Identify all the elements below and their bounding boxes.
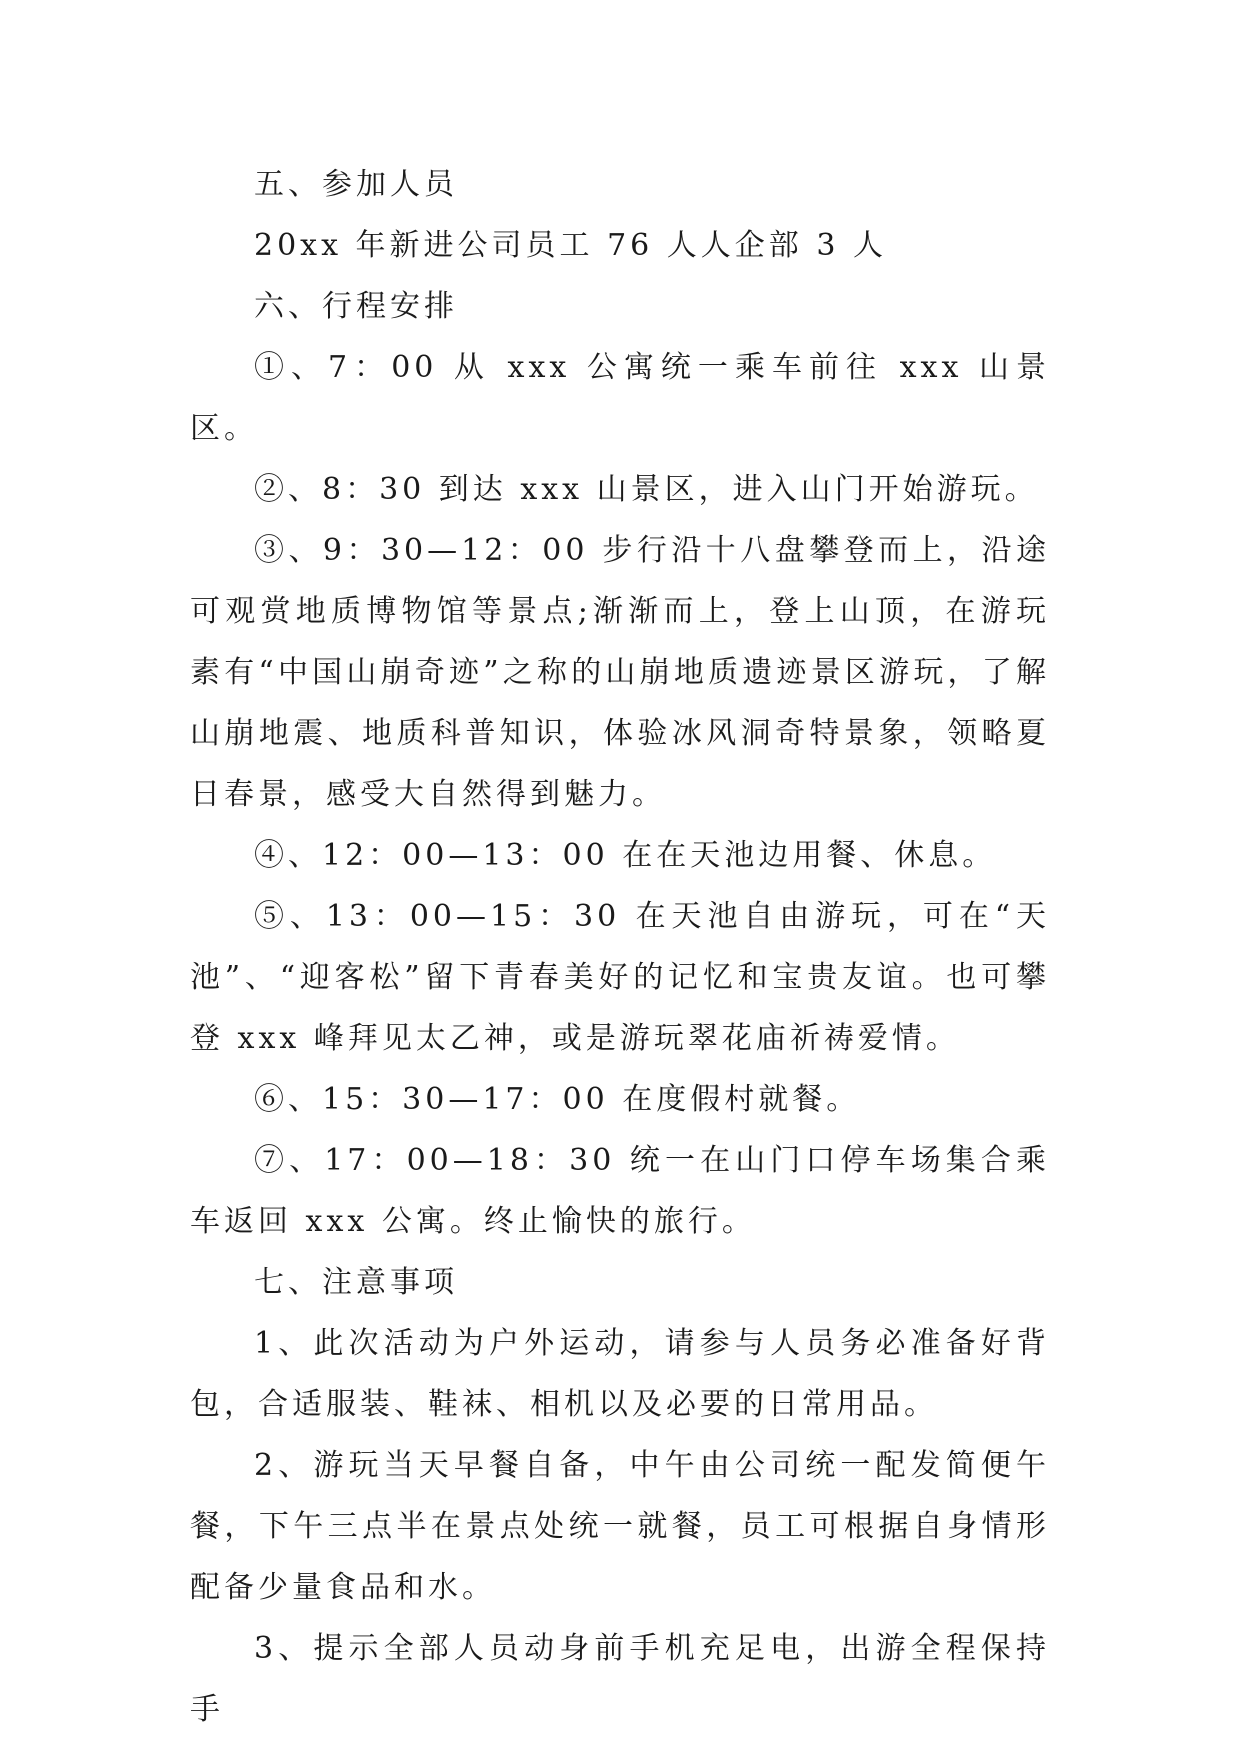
note-item-3: 3、提示全部人员动身前手机充足电，出游全程保持手 [190,1631,1050,1727]
note-item-1: 1、此次活动为户外运动，请参与人员务必准备好背包，合适服装、鞋袜、相机以及必要的日常用品。 [190,1326,1050,1422]
itinerary-item-3: ③、9：30—12：00 步行沿十八盘攀登而上，沿途可观赏地质博物馆等景点;渐渐而上，登上山顶，在游玩素有“中国山崩奇迹”之称的山崩地质遗迹景区游玩，了解山崩地震、地质科普知识，体验冰风洞奇特景象，领略夏日春景，感受大自然得到魅力。 [190,533,1050,812]
note-item-2: 2、游玩当天早餐自备，中午由公司统一配发简便午餐，下午三点半在景点处统一就餐，员工可根据自身情形配备少量食品和水。 [190,1448,1050,1605]
itinerary-item-4: ④、12：00—13：00 在在天池边用餐、休息。 [254,838,997,873]
participants-paragraph: 20xx 年新进公司员工 76 人人企部 3 人 [254,228,887,263]
itinerary-item-7: ⑦、17：00—18：30 统一在山门口停车场集合乘车返回 xxx 公寓。终止愉快的旅行。 [190,1143,1050,1239]
itinerary-item-1: ①、7：00 从 xxx 公寓统一乘车前往 xxx 山景区。 [190,350,1050,446]
itinerary-item-2: ②、8：30 到达 xxx 山景区，进入山门开始游玩。 [254,472,1039,507]
section-heading-participants: 五、参加人员 [254,167,458,202]
document-body [190,154,1050,1740]
itinerary-item-5: ⑤、13：00—15：30 在天池自由游玩，可在“天池”、“迎客松”留下青春美好的记忆和宝贵友谊。也可攀登 xxx 峰拜见太乙神，或是游玩翠花庙祈祷爱情。 [190,899,1050,1056]
section-heading-itinerary: 六、行程安排 [254,289,458,324]
itinerary-item-6: ⑥、15：30—17：00 在度假村就餐。 [254,1082,861,1117]
section-heading-notes: 七、注意事项 [254,1265,458,1300]
